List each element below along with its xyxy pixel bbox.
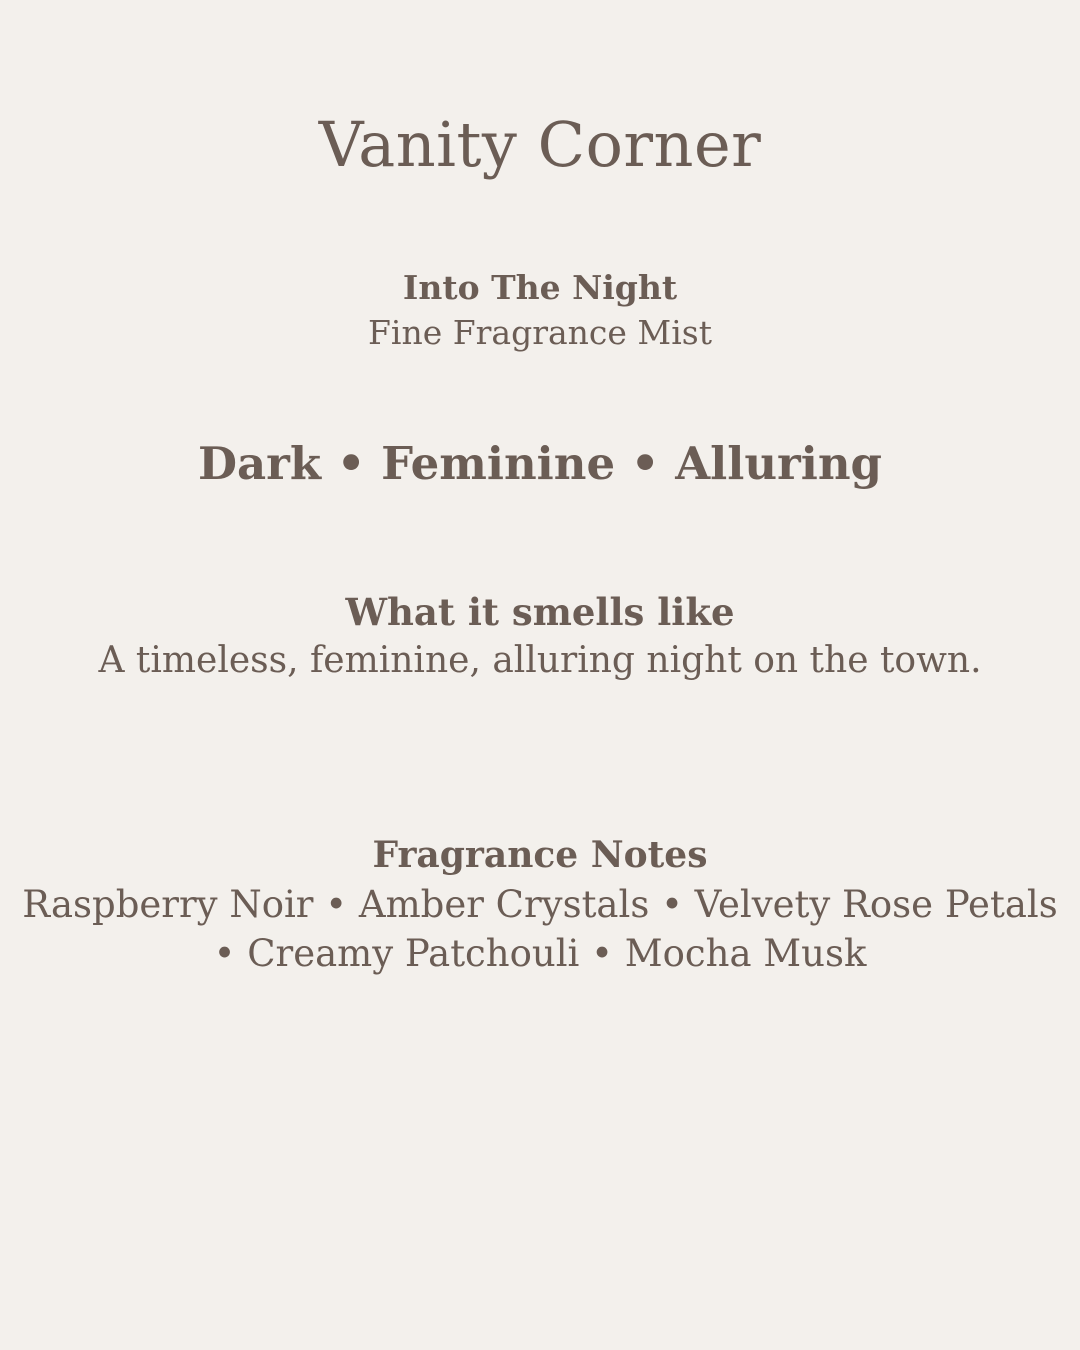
fragrance-notes: Raspberry Noir • Amber Crystals • Velvety Rose Petals • Creamy Patchouli • Mocha Musk	[22, 883, 1058, 975]
product-name: Into The Night	[402, 268, 678, 307]
smell-description: A timeless, feminine, alluring night on the town.	[98, 640, 982, 681]
tagline: Dark • Feminine • Alluring	[197, 437, 883, 490]
product-type: Fine Fragrance Mist	[368, 313, 712, 352]
brand-title: Vanity Corner	[318, 108, 762, 181]
notes-heading: Fragrance Notes	[372, 834, 708, 876]
smell-heading: What it smells like	[345, 590, 735, 634]
